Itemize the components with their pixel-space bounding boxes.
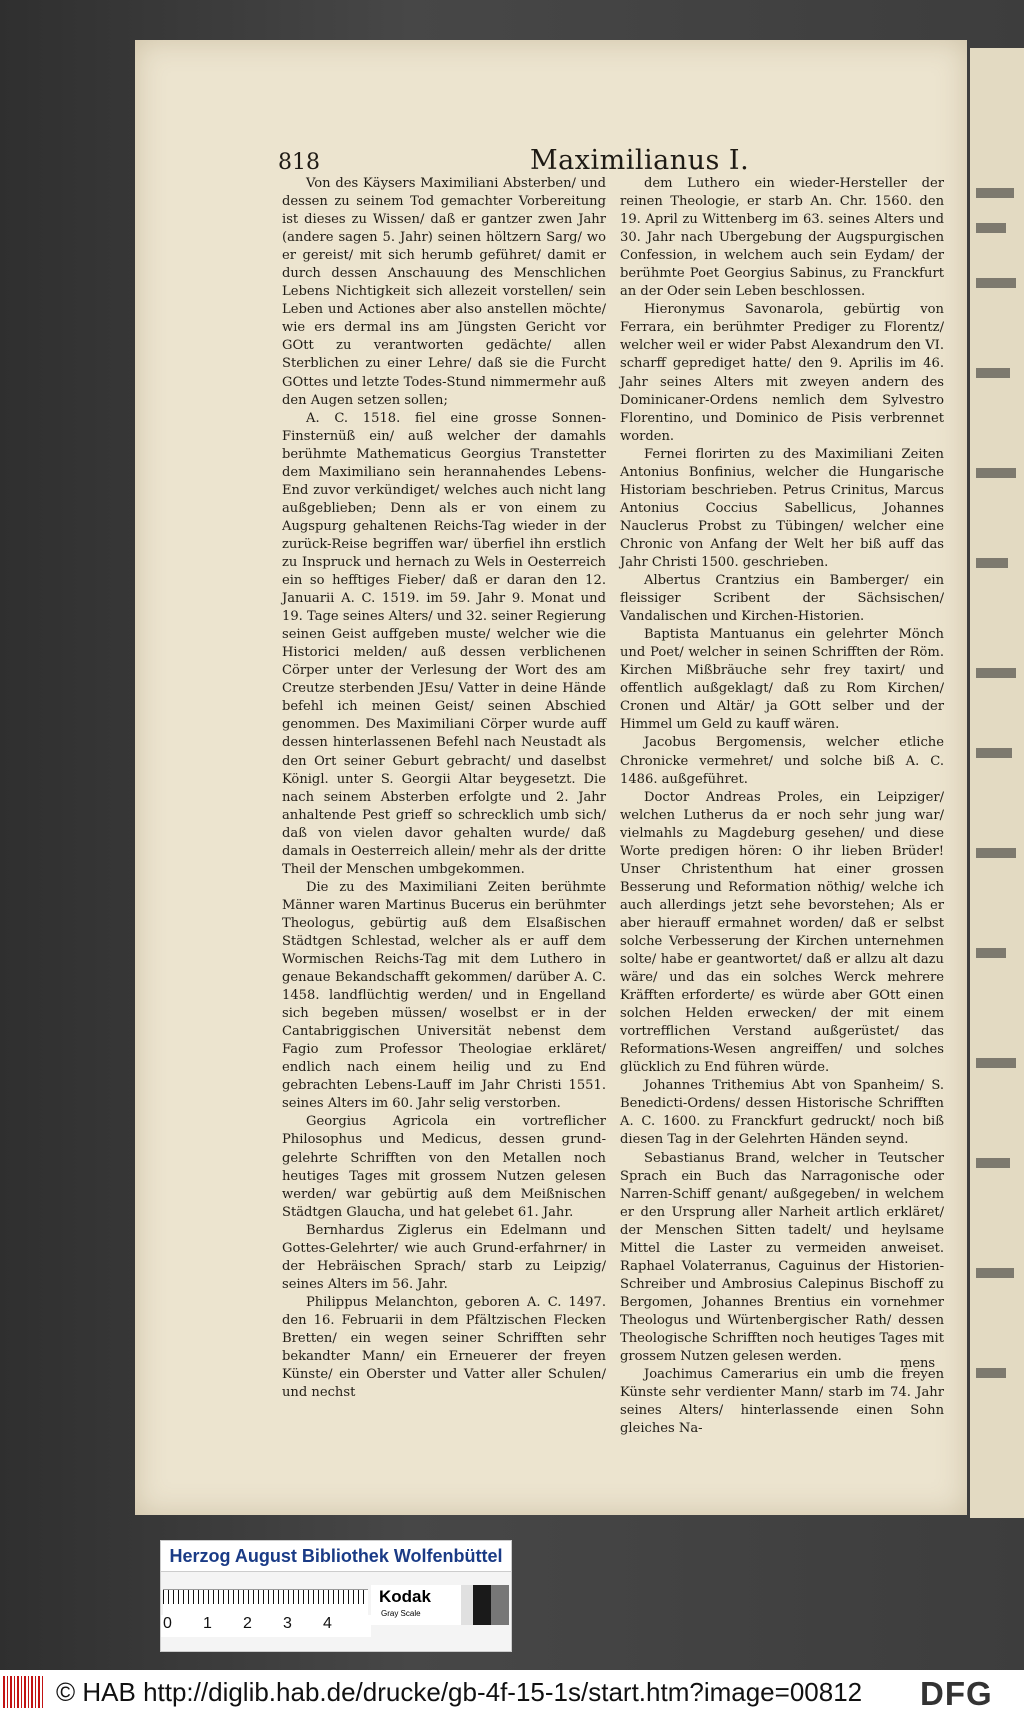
paragraph: Doctor Andreas Proles, ein Leipziger/ welchen Lutherus da er noch sehr jung war/ vielmahls zu Magdeburg gesehen/ und diese Worte predigen hören: O ihr lieben Brüder! Unser Christenthum hat einer grossen Besserung und Reformation nöthig/ welche ich auch allerdings jetzt sehe bevorstehen; Als er aber hierauff ermahnet worden/ daß er selbst solche Verbesserung der Kirchen unternehmen solte/ habe er geantwortet/ daß er allzu alt dazu wäre/ und das ein solches Werck mehrere Kräfften erforderte/ es würde aber GOtt einen solchen Helden erwecken/ der mit einem vortrefflichen Verstand außgerüstet/ das Reformations-Wesen angreiffen/ und solches glücklich zu End führen würde. (620, 789, 944, 1076)
color-calibration-card (160, 1540, 512, 1652)
dfg-logo: DFG (920, 1675, 993, 1712)
scale-ruler (163, 1589, 368, 1618)
adjacent-page-strip (970, 48, 1024, 1518)
gray-swatch (491, 1585, 509, 1625)
ruler-numbers (161, 1615, 371, 1637)
paragraph: Sebastianus Brand, welcher in Teutscher Sprach ein Buch das Narragonische oder Narren-Schiff genant/ außgegeben/ in welchem er den Ursprung aller Narheit artlich erkläret/ der Menschen Sitten tadelt/ und heylsame Mittel die Laster zu vermeiden anweiset. Raphael Volaterranus, Caguinus der Historien-Schreiber und Ambrosius Calepinus Bischoff zu Bergomen, Johannes Brentius ein vornehmer Theologus und Würtenbergischer Rath/ dessen Theologische Schrifften noch heutiges Tages mit grossem Nutzen gelesen werden. (620, 1150, 944, 1365)
gray-scale-label: Gray Scale (381, 1609, 421, 1618)
paragraph: Georgius Agricola ein vortreflicher Philosophus und Medicus, dessen grund-gelehrte Schrifften von den Metallen noch heutiges Tages mit grossem Nutzen gelesen werden/ war gebürtig auß dem Meißnischen Städtgen Glaucha, und hat gelebet 61. Jahr. (282, 1114, 606, 1220)
paragraph: Jacobus Bergomensis, welcher etliche Chronicke vermehret/ und solche biß A. C. 1486. außgeführet. (620, 735, 944, 787)
paragraph: Bernhardus Ziglerus ein Edelmann und Gottes-Gelehrter/ wie auch Grund-erfahrner/ in der Hebräischen Sprach/ starb zu Leipzig/ seines Alters im 56. Jahr. (282, 1222, 606, 1292)
paragraph: A. C. 1518. fiel eine grosse Sonnen-Finsternüß ein/ auß welcher der damahls berühmte Mathematicus Georgius Transtetter dem Maximiliano sein herannahendes Lebens-End zuvor verkündiget/ welches auch nicht lang außgeblieben; Denn als er von einem zu Augspurg gehaltenen Reichs-Tag wieder in der zurück-Reise begriffen war/ überfiel ihn erstlich zu Inspruck und hernach zu Wels in Oesterreich ein so hefftiges Fieber/ daß er daran den 12. Januarii A. C. 1519. im 59. Jahr 9. Monat und 19. Tage seines Alters/ und 32. seiner Regierung seinen Geist auffgeben muste/ welcher wie die Historici melden/ auß dessen verblichenen Cörper unter der Verlesung der Wort des am Creutze sterbenden JEsu/ Vatter in deine Hände befehl ich meinen Geist/ seinen Abschied genommen. Des Maximiliani Cörper wurde auff dessen hinterlassenen Befehl nach Neustadt als den Ort seiner Geburt gebracht/ und daselbst Königl. unter S. Georgii Altar beygesetzt. Die nach seinem Absterben erfolgte und 2. Jahr anhaltende Pest grieff so schrecklich umb sich/ daß von vielen davor gehalten wurde/ daß damals in Oesterreich allein/ mehr als der dritte Theil der Menschen umbgekommen. (282, 410, 606, 877)
footer-bar (0, 1670, 1024, 1713)
paragraph: Fernei florirten zu des Maximiliani Zeiten Antonius Bonfinius, welcher die Hungarische Historiam beschrieben. Petrus Crinitus, Marcus Antonius Coccius Sabellicus, Johannes Nauclerus Probst zu Tübingen/ welcher eine Chronic von Anfang der Welt her biß auff das Jahr Christi 1500. geschrieben. (620, 446, 944, 570)
paragraph: Joachimus Camerarius ein umb die freyen Künste sehr verdienter Mann/ starb im 74. Jahr seines Alters/ hinterlassende einen Sohn gleiches Na- (620, 1367, 944, 1437)
barcode-icon (3, 1676, 45, 1708)
catchword: mens (900, 1356, 936, 1371)
gray-swatch (461, 1585, 473, 1625)
paragraph: Hieronymus Savonarola, gebürtig von Ferrara, ein berühmter Prediger zu Florentz/ welcher weil er wider Pabst Alexandrum den VI. scharff geprediget hatte/ den 9. Aprilis im 46. Jahr seines Alters mit zweyen andern des Dominicaner-Ordens nemlich dem Sylvestro Florentino, und Dominico de Pisis verbrennet worden. (620, 302, 944, 444)
page-number: 818 (278, 150, 320, 175)
paragraph: Johannes Trithemius Abt von Spanheim/ S. Benedicti-Ordens/ dessen Historische Schrifften A. C. 1600. zu Franckfurt gedruckt/ noch biß diesen Tag in der Gelehrten Händen seynd. (620, 1078, 944, 1148)
ruler-number: 1 (203, 1615, 212, 1632)
paragraph: Baptista Mantuanus ein gelehrter Mönch und Poet/ welcher in seinen Schrifften der Röm. Kirchen Mißbräuche sehr frey taxirt/ und offentlich außgeklagt/ daß zu Rom Kirchen/ Cronen und Altär/ ja GOtt selber und der Himmel um Geld zu kauff wären. (620, 627, 944, 733)
paragraph: Philippus Melanchton, geboren A. C. 1497. den 16. Februarii in dem Pfältzischen Flecken Bretten/ ein wegen seiner Schrifften sehr bekandter Mann/ ein Erneuerer der freyen Künste/ ein Oberster und Vatter aller Schulen/ und nechst (282, 1294, 606, 1401)
kodak-label (371, 1585, 461, 1625)
ruler-number: 4 (323, 1615, 332, 1632)
kodak-brand: Kodak (379, 1587, 431, 1606)
running-head: Maximilianus I. (530, 145, 750, 176)
paragraph: Albertus Crantzius ein Bamberger/ ein fleissiger Scribent der Sächsischen/ Vandalischen und Kirchen-Historien. (620, 573, 944, 625)
paragraph: Die zu des Maximiliani Zeiten berühmte Männer waren Martinus Bucerus ein berühmter Theologus, gebürtig auß dem Elsaßischen Städtgen Schlestad, welcher als er auff dem Wormischen Reichs-Tag mit dem Luthero in genaue Bekandschafft gekommen/ darüber A. C. 1458. landflüchtig werden/ und in Engelland sich begeben müssen/ woselbst er in der Cantabriggischen Universität nebenst dem Fagio zum Professor Theologiae erkläret/ endlich nach einem heilig und zu End gebrachten Lebens-Lauff im Jahr Christi 1551. seines Alters im 60. Jahr selig verstorben. (282, 879, 606, 1112)
left-text-column (282, 175, 606, 1402)
ruler-number: 3 (283, 1615, 292, 1632)
paragraph: dem Luthero ein wieder-Hersteller der reinen Theologie, er starb An. Chr. 1560. den 19. April zu Wittenberg im 63. seines Alters und 30. Jahr nach Ubergebung der Augspurgischen Confession, in welchem auch sein Eydam/ der berühmte Poet Georgius Sabinus, zu Franckfurt an der Oder sein Leben beschlossen. (620, 176, 944, 300)
copyright-url[interactable]: © HAB http://diglib.hab.de/drucke/gb-4f-15-1s/start.htm?image=00812 (56, 1677, 863, 1707)
black-swatch (473, 1585, 491, 1625)
paragraph: Von des Käysers Maximiliani Absterben/ und dessen zu seinem Tod gemachter Vorbereitung ist dieses zu Wissen/ daß er gantzer zwen Jahr (andere sagen 5. Jahr) seinen höltzern Sarg/ wo er gereist/ mit sich herumb geführet/ damit er durch dessen Anschauung des Menschlichen Lebens Nichtigkeit sich allezeit vorstellen/ sein Leben und Actiones aber also anstellen möchte/ wie ers dermal ins am Jüngsten Gericht vor GOtt zu verantworten gedächte/ allen Sterblichen zu einer Lehre/ daß sie die Furcht GOttes und letzte Todes-Stund nimmermehr auß den Augen setzen sollen; (282, 176, 606, 408)
ruler-number: 0 (163, 1615, 172, 1632)
right-text-column (620, 175, 944, 1438)
ruler-number: 2 (243, 1615, 252, 1632)
library-name: Herzog August Bibliothek Wolfenbüttel (161, 1541, 511, 1572)
